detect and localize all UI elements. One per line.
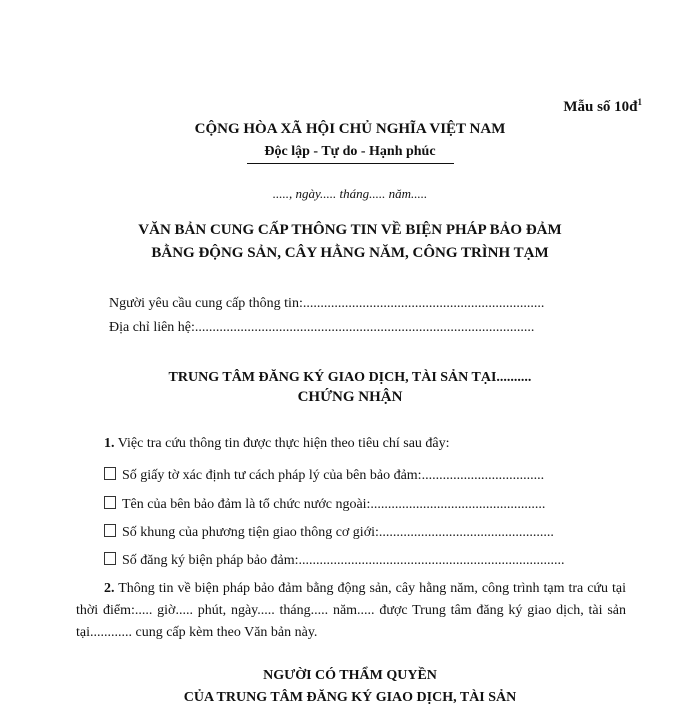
checkbox-icon: [104, 496, 116, 509]
section-1-text: Việc tra cứu thông tin được thực hiện theo tiêu chí sau đây:: [117, 436, 450, 451]
motto-underline: [247, 163, 454, 164]
criterion-item: Số đăng ký biện pháp bảo đảm:............................................................................: [104, 552, 565, 569]
signature-title-line1: NGƯỜI CÓ THẨM QUYỀN: [263, 668, 437, 683]
section-1-number: 1.: [104, 436, 115, 451]
checkbox-icon: [104, 524, 116, 537]
criterion-item: Số khung của phương tiện giao thông cơ giới:..................................................: [104, 524, 554, 541]
criterion-item: Tên của bên bảo đảm là tổ chức nước ngoài:..................................................: [104, 496, 545, 513]
section-2: [76, 578, 626, 644]
requester-field: .....................................................................: [302, 296, 545, 311]
address-label: Địa chỉ liên hệ:: [109, 320, 195, 335]
certifies-heading: CHỨNG NHẬN: [297, 389, 403, 405]
document-title-line1: VĂN BẢN CUNG CẤP THÔNG TIN VỀ BIỆN PHÁP BẢO ĐẢM: [138, 222, 562, 238]
criterion-item: Số giấy tờ xác định tư cách pháp lý của bên bảo đảm:...................................: [104, 467, 544, 484]
section-1: [104, 436, 450, 452]
date-line: ....., ngày..... tháng..... năm.....: [272, 186, 428, 201]
motto: Độc lập - Tự do - Hạnh phúc: [264, 144, 436, 159]
checkbox-icon: [104, 552, 116, 565]
address-line: [109, 320, 534, 336]
nation-title: CỘNG HÒA XÃ HỘI CHỦ NGHĨA VIỆT NAM: [194, 121, 506, 137]
form-number: Mẫu số $10đ^1$: [563, 97, 642, 115]
registration-center-name: TRUNG TÂM ĐĂNG KÝ GIAO DỊCH, TÀI SẢN TẠI..........: [168, 370, 532, 385]
address-field: .................................................................................................: [194, 320, 535, 335]
document-title-line2: BẰNG ĐỘNG SẢN, CÂY HẰNG NĂM, CÔNG TRÌNH TẠM: [151, 245, 549, 261]
checkbox-icon: [104, 467, 116, 480]
section-2-text: Thông tin về biện pháp bảo đảm bằng động sản, cây hằng năm, công trình tạm tra cứu tại thời điểm:..... giờ..... phút, ngày..... tháng..... năm..... được Trung tâm đăng ký giao dịch, tài sản tại............ cung cấp kèm theo Văn bản này.: [76, 581, 626, 640]
section-2-number: 2.: [104, 581, 115, 596]
requester-label: Người yêu cầu cung cấp thông tin:: [109, 296, 303, 311]
footnote-mark: 1: [637, 97, 642, 107]
signature-title-line2: CỦA TRUNG TÂM ĐĂNG KÝ GIAO DỊCH, TÀI SẢN: [183, 690, 517, 705]
requester-line: [109, 296, 544, 312]
